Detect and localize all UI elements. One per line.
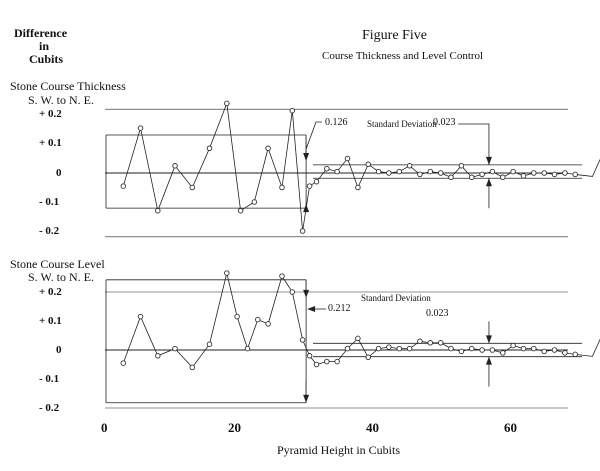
panel1-data-point bbox=[300, 229, 305, 234]
panel1-data-point bbox=[438, 171, 443, 176]
panel1-data-point bbox=[207, 146, 212, 151]
panel2-data-point bbox=[207, 342, 212, 347]
panel2-std-arrowhead-right-top bbox=[486, 335, 492, 343]
panel1-data-point bbox=[459, 164, 464, 169]
panel1-std-value-left: 0.126 bbox=[325, 117, 348, 128]
panel1-data-point bbox=[266, 146, 271, 151]
panel2-data-point bbox=[235, 314, 240, 319]
panel1-data-point bbox=[156, 208, 161, 213]
panel2-subtitle: S. W. to N. E. bbox=[28, 270, 95, 284]
panel1-data-point bbox=[449, 175, 454, 180]
panel2-std-arrowhead-left-bottom bbox=[303, 395, 309, 403]
panel2-data-point bbox=[173, 346, 178, 351]
panel2-data-point bbox=[490, 348, 495, 353]
y-unit-line-2: in bbox=[39, 39, 50, 53]
y-unit-line-3: Cubits bbox=[29, 52, 64, 66]
panel2-data-point bbox=[356, 336, 361, 341]
panel1-data-point bbox=[563, 171, 568, 176]
panel2-data-point bbox=[300, 338, 305, 343]
panel1-std-right-leader bbox=[458, 124, 489, 143]
panel2-data-point bbox=[325, 359, 330, 364]
panel1-data-point bbox=[325, 166, 330, 171]
panel1-data-point bbox=[345, 156, 350, 161]
xtick-label: 20 bbox=[228, 420, 241, 435]
panel1-data-point bbox=[307, 184, 312, 189]
y-unit-line-1: Difference bbox=[14, 26, 68, 40]
panel2-data-point bbox=[469, 346, 474, 351]
xtick-label: 60 bbox=[504, 420, 517, 435]
panel1-data-point bbox=[469, 175, 474, 180]
panel1-series-tail bbox=[575, 156, 600, 176]
panel1-data-point bbox=[314, 179, 319, 184]
panel2-data-point bbox=[376, 346, 381, 351]
panel1-data-point bbox=[290, 108, 295, 113]
panel1-data-point bbox=[418, 172, 423, 177]
panel1-std-arrowhead-left-top bbox=[303, 153, 309, 161]
panel1-data-point bbox=[532, 171, 537, 176]
panel1-data-point bbox=[335, 169, 340, 174]
panel2-data-point bbox=[480, 348, 485, 353]
panel2-data-point bbox=[563, 351, 568, 356]
panel1-std-value-right: 0.023 bbox=[433, 117, 456, 128]
xtick-label: 0 bbox=[101, 420, 108, 435]
panel2-data-point bbox=[501, 351, 506, 356]
panel2-data-point bbox=[387, 345, 392, 350]
panel2-data-point bbox=[121, 361, 126, 366]
panel2-data-point bbox=[521, 346, 526, 351]
panel2-std-arrowhead-right-bottom bbox=[486, 357, 492, 365]
panel1-data-point bbox=[387, 171, 392, 176]
panel2-data-point bbox=[532, 346, 537, 351]
panel1-title: Stone Course Thickness bbox=[10, 79, 126, 93]
panel2-ytick-label: 0 bbox=[56, 344, 62, 356]
panel2-data-point bbox=[156, 354, 161, 359]
panel1-data-point bbox=[366, 162, 371, 167]
panel2-data-point bbox=[307, 354, 312, 359]
panel2-data-point bbox=[225, 271, 230, 276]
panel1-data-point bbox=[573, 172, 578, 177]
panel2-data-point bbox=[335, 359, 340, 364]
panel2-data-point bbox=[255, 317, 260, 322]
panel1-ytick-label: 0 bbox=[56, 167, 62, 179]
panel2-data-point bbox=[542, 349, 547, 354]
panel2-data-point bbox=[138, 314, 143, 319]
panel2-title: Stone Course Level bbox=[10, 257, 105, 271]
panel1-data-point bbox=[511, 169, 516, 174]
panel1-data-point bbox=[376, 169, 381, 174]
panel1-data-point bbox=[428, 169, 433, 174]
panel2-ytick-label: - 0.2 bbox=[39, 402, 60, 414]
panel1-series-line bbox=[123, 103, 575, 231]
panel1-data-point bbox=[138, 126, 143, 131]
figure-title: Figure Five bbox=[362, 28, 427, 43]
panel2-data-point bbox=[552, 348, 557, 353]
panel1-data-point bbox=[397, 169, 402, 174]
panel1-data-point bbox=[552, 172, 557, 177]
panel1-ytick-label: + 0.1 bbox=[39, 137, 62, 149]
panel1-data-point bbox=[121, 184, 126, 189]
panel2-data-point bbox=[280, 274, 285, 279]
panel2-data-point bbox=[190, 365, 195, 370]
panel2-ytick-label: + 0.1 bbox=[39, 315, 62, 327]
panel2-data-point bbox=[366, 355, 371, 360]
panel1-data-point bbox=[501, 175, 506, 180]
panel1-data-point bbox=[252, 200, 257, 205]
panel2-data-point bbox=[449, 346, 454, 351]
x-axis-title: Pyramid Height in Cubits bbox=[277, 443, 400, 457]
panel2-data-point bbox=[266, 322, 271, 327]
panel1-data-point bbox=[542, 171, 547, 176]
panel1-data-point bbox=[190, 185, 195, 190]
panel1-ytick-label: + 0.2 bbox=[39, 108, 62, 120]
panel1-data-point bbox=[238, 208, 243, 213]
panel1-data-point bbox=[480, 172, 485, 177]
panel1-data-point bbox=[356, 185, 361, 190]
panel2-std-arrowhead-left-top bbox=[303, 290, 309, 298]
panel1-data-point bbox=[280, 185, 285, 190]
panel2-data-point bbox=[314, 362, 319, 367]
panel2-std-left-leader-head bbox=[307, 306, 315, 312]
panel1-ytick-label: - 0.2 bbox=[39, 225, 60, 237]
panel2-std-value-left: 0.212 bbox=[328, 303, 351, 314]
panel2-std-value-right: 0.023 bbox=[426, 308, 449, 319]
panel2-ytick-label: + 0.2 bbox=[39, 286, 62, 298]
panel2-data-point bbox=[511, 343, 516, 348]
panel1-data-point bbox=[521, 174, 526, 179]
panel1-ytick-label: - 0.1 bbox=[39, 196, 60, 208]
panel2-data-point bbox=[438, 341, 443, 346]
panel2-data-point bbox=[345, 346, 350, 351]
panel1-std-arrowhead-right-bottom bbox=[486, 178, 492, 186]
panel1-std-arrowhead-right-top bbox=[486, 157, 492, 165]
panel1-subtitle: S. W. to N. E. bbox=[28, 93, 95, 107]
panel2-series-tail bbox=[575, 336, 600, 356]
panel2-data-point bbox=[428, 341, 433, 346]
figure-subtitle: Course Thickness and Level Control bbox=[322, 50, 484, 62]
panel1-data-point bbox=[225, 101, 230, 106]
panel1-data-point bbox=[490, 169, 495, 174]
panel2-std-label: Standard Deviation bbox=[361, 293, 431, 303]
panel2-ytick-label: - 0.1 bbox=[39, 373, 60, 385]
panel2-series-line bbox=[123, 273, 575, 367]
panel1-data-point bbox=[407, 164, 412, 169]
panel1-data-point bbox=[173, 164, 178, 169]
panel1-std-left-leader bbox=[306, 122, 322, 149]
panel2-data-point bbox=[397, 346, 402, 351]
panel2-data-point bbox=[290, 290, 295, 295]
panel2-data-point bbox=[245, 346, 250, 351]
panel2-data-point bbox=[459, 349, 464, 354]
panel2-data-point bbox=[407, 346, 412, 351]
panel1-std-label: Standard Deviation bbox=[367, 119, 437, 129]
panel2-data-point bbox=[573, 352, 578, 357]
xtick-label: 40 bbox=[366, 420, 379, 435]
panel2-data-point bbox=[418, 339, 423, 344]
